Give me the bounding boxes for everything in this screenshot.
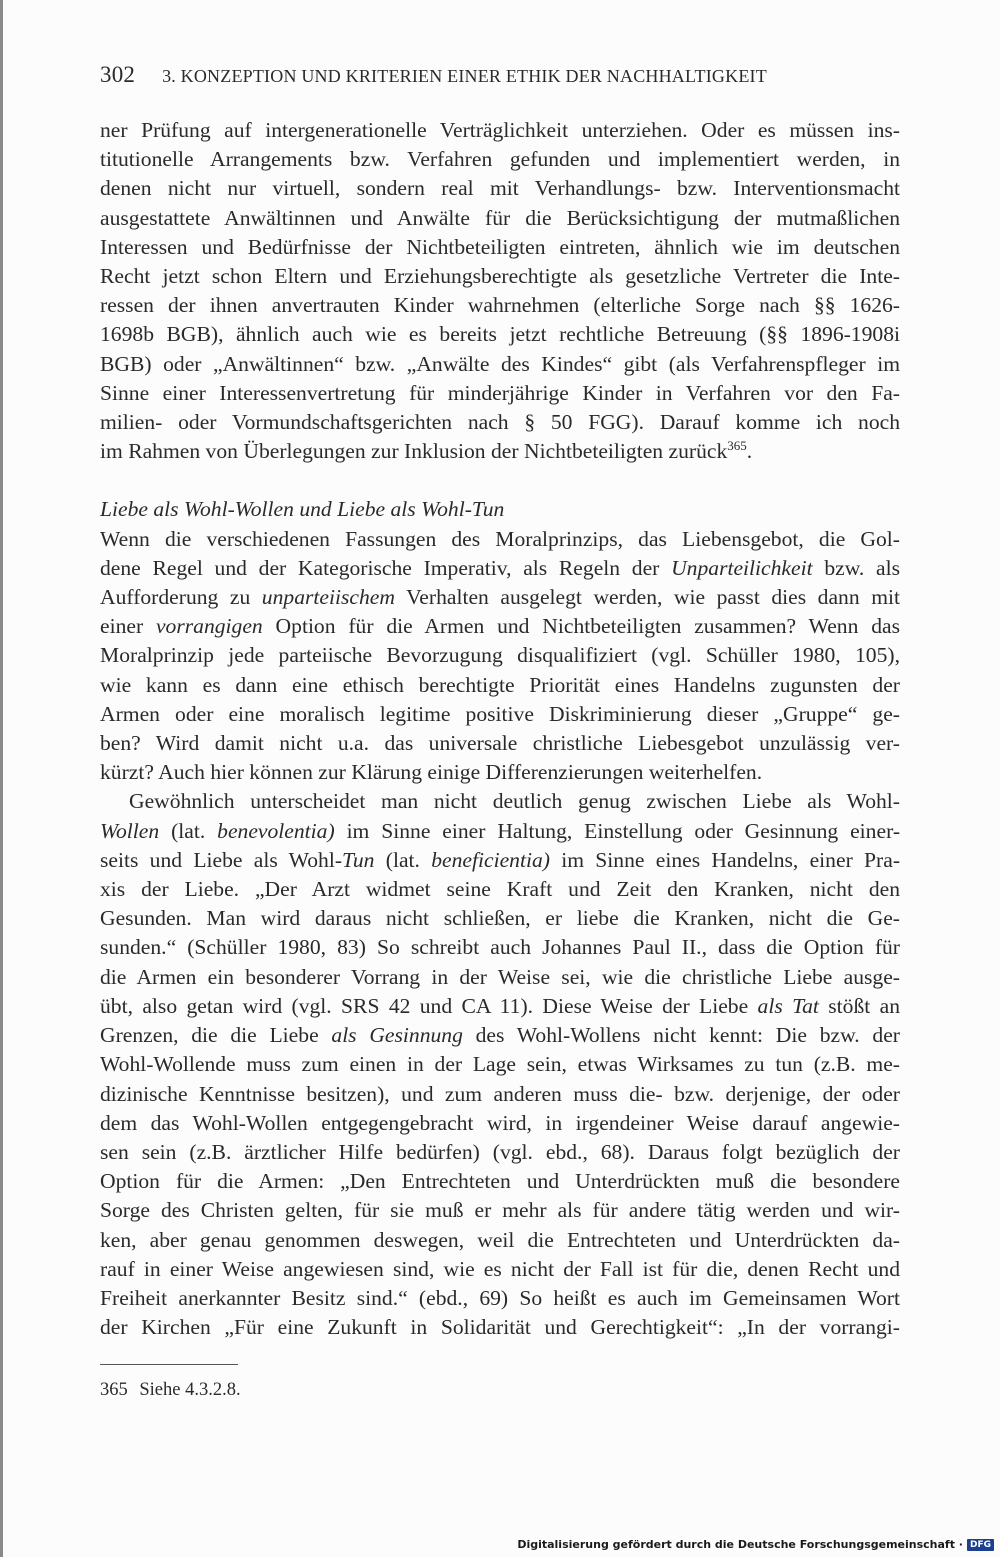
footnote-number: 365 [100,1380,128,1400]
text-line [100,554,900,583]
emphasis: als Gesinnung [331,1023,463,1048]
text-line: Armen oder eine moralisch legitime positive Diskriminierung dieser „Gruppe“ ge- [100,701,900,726]
text-line [100,992,900,1021]
text-segment: des Wohl-Wollens nicht kennt: Die bzw. der [475,1023,900,1048]
text-segment: stößt an [828,993,900,1018]
text-line [100,612,900,641]
text-segment: Grenzen, die die Liebe [100,1023,319,1048]
text-segment: im Sinne eines Handelns, einer Pra- [561,847,901,872]
text-line: Gewöhnlich unterscheidet man nicht deutlich genug zwischen Liebe als Wohl- [129,789,900,814]
text-line: Moralprinzip jede parteiische Bevorzugung disqualifiziert (vgl. Schüller 1980, 105), [100,643,900,668]
text-line: Freiheit anerkannter Besitz sind.“ (ebd., 69) So heißt es auch im Gemeinsamen Wort [100,1285,900,1310]
text-segment: (lat. [385,847,420,872]
text-line: Wohl-Wollende muss zum einen in der Lage sein, etwas Wirksames zu tun (z.B. me- [100,1052,900,1077]
text-line: ben? Wird damit nicht u.a. das universale christliche Liebesgebot unzulässig ver- [100,731,900,756]
paragraph-intergenerational [100,116,900,466]
emphasis: beneficientia) [431,847,550,872]
text-segment: im Rahmen von Überlegungen zur Inklusion der Nichtbeteiligten zurück [100,439,728,464]
text-line: sunden.“ (Schüller 1980, 83) So schreibt auch Johannes Paul II., dass die Option für [100,935,900,960]
text-segment: Option für die Armen und Nichtbeteiligten zusammen? Wenn das [275,614,900,639]
footnote-text: Siehe 4.3.2.8. [139,1380,241,1400]
section-heading: Liebe als Wohl-Wollen und Liebe als Wohl-Tun [100,497,505,522]
text-line: dem das Wohl-Wollen entgegengebracht wird, in irgendeiner Weise darauf angewie- [100,1110,900,1135]
text-segment: dene Regel und der Kategorische Imperativ, als Regeln der [100,555,660,580]
emphasis: als Tat [757,993,819,1018]
emphasis: Unparteilichkeit [671,555,813,580]
text-line: kürzt? Auch hier können zur Klärung einige Differenzierungen weiterhelfen. [100,760,763,785]
text-segment: im Sinne einer Haltung, Einstellung oder Gesinnung einer- [346,818,901,843]
text-line [100,1021,900,1050]
scan-edge [0,0,3,1557]
text-line: sen sein (z.B. ärztlicher Hilfe bedürfen) (vgl. ebd., 68). Daraus folgt bezüglich der [100,1139,900,1164]
text-line: ken, aber genau genommen deswegen, weil die Entrechteten und Unterdrückten da- [100,1227,900,1252]
text-line: rauf in einer Weise angewiesen sind, wie es nicht der Fall ist für die, denen Recht und [100,1256,900,1281]
text-segment: Verhalten ausgelegt werden, wie passt dies dann mit [406,585,900,610]
paragraph-benevolence [100,787,900,1342]
credit-text: Digitalisierung gefördert durch die Deutsche Forschungsgemeinschaft · [517,1538,963,1551]
text-line: Gesunden. Man wird daraus nicht schließen, er liebe die Kranken, nicht die Ge- [100,906,900,931]
text-segment: Aufforderung zu [100,585,251,610]
text-line: Wenn die verschiedenen Fassungen des Moralprinzips, das Liebensgebot, die Gol- [100,526,900,551]
text-segment: übt, also getan wird (vgl. SRS 42 und CA 11). Diese Weise der Liebe [100,993,749,1018]
text-segment: einer [100,614,144,639]
paragraph-impartiality [100,525,900,788]
text-line: Interessen und Bedürfnisse der Nichtbeteiligten eintreten, ähnlich wie im deutschen [100,234,900,259]
text-line: Option für die Armen: „Den Entrechteten und Unterdrückten muß die besondere [100,1169,900,1194]
emphasis: Tun [342,847,375,872]
body-text [100,116,900,1342]
footnote [100,1380,241,1401]
text-segment: . [746,439,753,464]
text-line [100,437,900,466]
page-number: 302 [100,62,136,87]
text-segment: bzw. als [824,555,900,580]
text-line: ner Prüfung auf intergenerationelle Verträglichkeit unterziehen. Oder es müssen ins- [100,118,900,142]
footnote-divider [100,1364,238,1365]
text-line: 1698b BGB), ähnlich auch wie es bereits jetzt rechtliche Betreuung (§§ 1896-1908i [100,322,900,347]
text-line: Sinne einer Interessenvertretung für minderjährige Kinder in Verfahren vor den Fa- [100,380,900,405]
chapter-title: 3. KONZEPTION UND KRITERIEN EINER ETHIK DER NACHHALTIGKEIT [162,66,767,86]
digitization-credit [517,1538,994,1551]
text-line [100,817,900,846]
footnote-reference[interactable]: 365 [727,438,747,454]
text-line: BGB) oder „Anwältinnen“ bzw. „Anwälte des Kindes“ gibt (als Verfahrenspfleger im [100,351,900,376]
text-line [100,583,900,612]
text-line: ausgestattete Anwältinnen und Anwälte für die Berücksichtigung der mutmaßlichen [100,205,900,230]
emphasis: benevolentia) [217,818,335,843]
text-line: Recht jetzt schon Eltern und Erziehungsberechtigte als gesetzliche Vertreter die Inte- [100,264,900,289]
running-header [100,62,900,88]
text-line: denen nicht nur virtuell, sondern real mit Verhandlungs- bzw. Interventionsmacht [100,176,900,201]
text-line: Sorge des Christen gelten, für sie muß er mehr als für andere tätig werden und wir- [100,1198,900,1223]
emphasis: Wollen [100,818,160,843]
text-line: xis der Liebe. „Der Arzt widmet seine Kraft und Zeit den Kranken, nicht den [100,877,900,902]
text-line: milien- oder Vormundschaftsgerichten nach § 50 FGG). Darauf komme ich noch [100,410,900,435]
text-line: wie kann es dann eine ethisch berechtigte Priorität eines Handelns zugunsten der [100,672,900,697]
text-line: ressen der ihnen anvertrauten Kinder wahrnehmen (elterliche Sorge nach §§ 1626- [100,293,900,318]
emphasis: unparteiischem [261,585,395,610]
text-line: titutionelle Arrangements bzw. Verfahren gefunden und implementiert werden, in [100,147,900,172]
text-line: der Kirchen „Für eine Zukunft in Solidarität und Gerechtigkeit“: „In der vorrangi- [100,1315,900,1340]
text-line: dizinische Kenntnisse besitzen), und zum anderen muss die- bzw. derjenige, der oder [100,1081,900,1106]
dfg-logo: DFG [967,1539,994,1551]
text-line: die Armen ein besonderer Vorrang in der Weise sei, wie die christliche Liebe ausge- [100,964,900,989]
emphasis: vorrangigen [155,614,263,639]
text-segment: seits und Liebe als Wohl- [100,847,343,872]
text-segment: (lat. [171,818,206,843]
text-line [100,846,900,875]
